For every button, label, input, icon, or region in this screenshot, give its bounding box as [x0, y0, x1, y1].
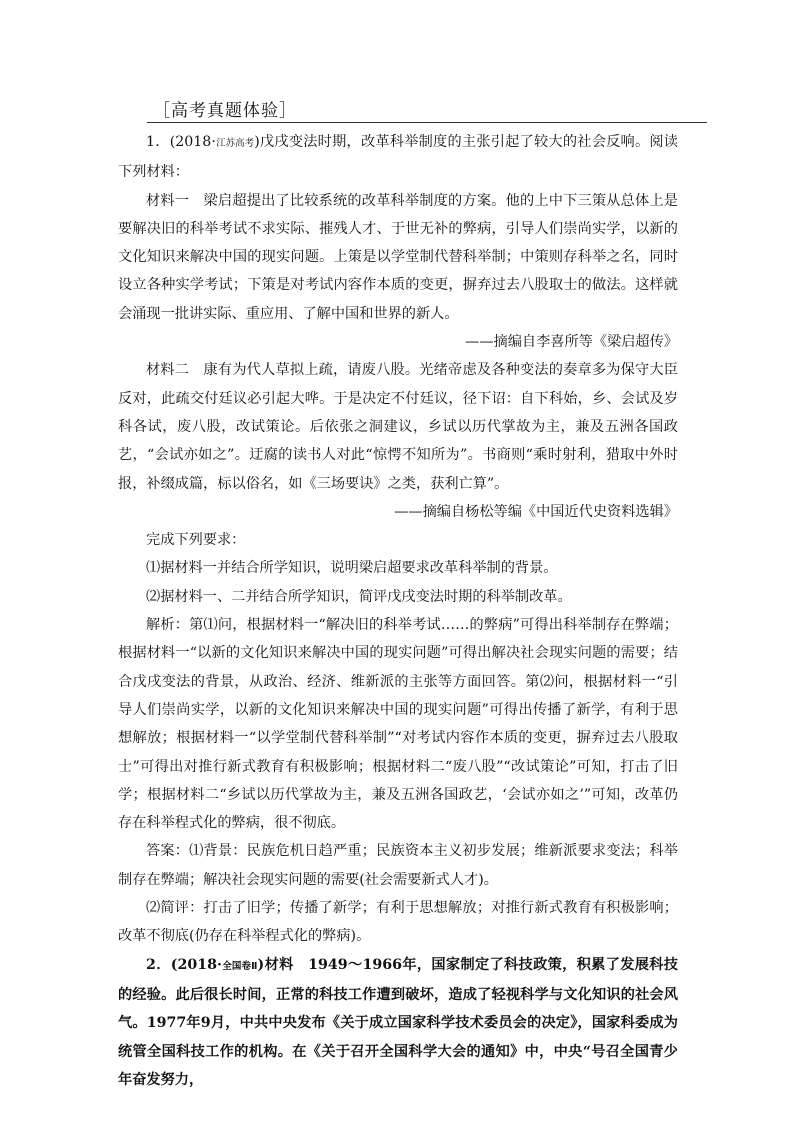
- analysis: 解析：第⑴问，根据材料一“解决旧的科举考试……的弊病”可得出科举制存在弊端；根据材料一“以新的文化知识来解决中国的现实问题”可得出解决社会现实问题的需要；结合戊戌变法的背景，从政治、经济、维新派的主张等方面回答。第⑵问，根据材料一“引导人们崇尚实学，以新的文化知识来解决中国的现实问题”可得出传播了新学，有利于思想解放；根据材料一“以学堂制代替科举制”“对考试内容作本质的变更，摒弃过去八股取士”可得出对推行新式教育有积极影响；根据材料二“废八股”“改试策论”可知，打击了旧学；根据材料二“乡试以历代掌故为主，兼及五洲各国政艺，‘会试亦如之’”可知，改革仍存在科举程式化的弊病，很不彻底。: [118, 617, 678, 832]
- material-1: [118, 187, 678, 328]
- material-2-citation: ——摘编自杨松等编《中国近代史资料选辑》: [394, 503, 678, 520]
- question-2-number: 2．: [146, 956, 171, 973]
- question-1-stem: [118, 128, 678, 187]
- requirements-heading: 完成下列要求：: [146, 532, 246, 549]
- question-1-year: (2018·: [169, 134, 216, 150]
- question-1-number: 1．: [146, 134, 170, 150]
- material-1-label: 材料一: [146, 192, 204, 209]
- question-2-source: 全国卷Ⅱ: [221, 960, 258, 972]
- material-2-label: 材料二: [146, 362, 204, 379]
- question-1-source: 江苏高考: [215, 138, 255, 149]
- section-header: [147, 96, 707, 123]
- section-title: ［高考真题体验］: [153, 101, 297, 121]
- question-1-stem-text: )戊戌变法时期，改革科举制度的主张引起了较大的社会反响。阅读下列材料：: [118, 134, 678, 181]
- material-2-text: 康有为代人草拟上疏，请废八股。光绪帝虑及各种变法的奏章多为保守大臣反对，此疏交付廷议必引起大哗。于是决定不付廷议，径下诏：自下科始，乡、会试及岁科各试，废八股，改试策论。后依张之洞建议，乡试以历代掌故为主，兼及五洲各国政艺，“会试亦如之”。迂腐的读书人对此“惊愕不知所为”。书商则“乘时射利，猎取中外时报，补缀成篇，标以俗名，如《三场要诀》之类，获利亡算”。: [118, 362, 678, 492]
- answer-1: 答案：⑴背景：民族危机日趋严重；民族资本主义初步发展；维新派要求变法；科举制存在弊端；解决社会现实问题的需要(社会需要新式人才)。: [118, 843, 678, 888]
- requirement-1: ⑴据材料一并结合所学知识，说明梁启超要求改革科举制的背景。: [146, 560, 558, 577]
- requirement-2: ⑵据材料一、二并结合所学知识，简评戊戌变法时期的科举制改革。: [146, 588, 572, 605]
- question-2-year: (2018·: [170, 956, 222, 973]
- material-1-citation: ——摘编自李喜所等《梁启超传》: [465, 334, 678, 351]
- question-2-stem: [118, 951, 678, 1094]
- answer-2: ⑵简评：打击了旧学；传播了新学；有利于思想解放；对推行新式教育有积极影响；改革不彻底(仍存在科举程式化的弊病)。: [118, 900, 678, 945]
- question-2-stem-text: )材料 1949～1966年，国家制定了科技政策，积累了发展科技的经验。此后很长时间，正常的科技工作遭到破坏，造成了轻视科学与文化知识的社会风气。1977年9月，中共中央发布《关于成立国家科学技术委员会的决定》，国家科委成为统管全国科技工作的机构。在《关于召开全国科学大会的通知》中，中央“号召全国青少年奋发努力，: [118, 956, 678, 1088]
- material-2: [118, 356, 678, 497]
- material-1-text: 梁启超提出了比较系统的改革科举制度的方案。他的上中下三策从总体上是要解决旧的科举考试不求实际、摧残人才、于世无补的弊病，引导人们崇尚实学，以新的文化知识来解决中国的现实问题。上策是以学堂制代替科举制；中策则存科举之名，同时设立各种实学考试；下策是对考试内容作本质的变更，摒弃过去八股取士的做法。这样就会涌现一批讲实际、重应用、了解中国和世界的新人。: [118, 192, 678, 322]
- content-body: [118, 128, 678, 1094]
